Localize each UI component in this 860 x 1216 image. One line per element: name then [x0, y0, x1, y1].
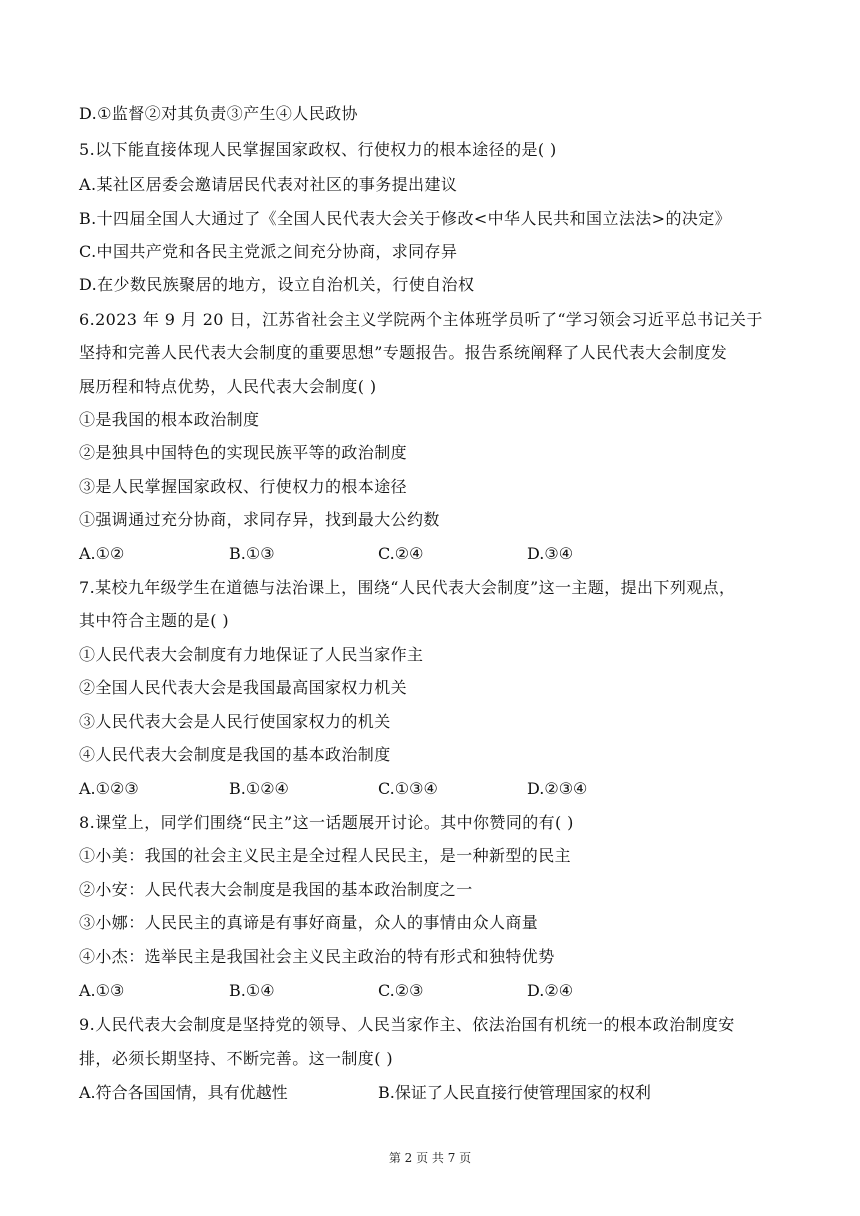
q4-option-d: D.①监督②对其负责③产生④人民政协 — [79, 104, 358, 123]
q5-option-c: C.中国共产党和各民主党派之间充分协商，求同存异 — [79, 242, 458, 261]
q6-option-b: B.①③ — [229, 544, 275, 563]
q8-option-b: B.①④ — [229, 981, 275, 1000]
q8-option-c: C.②③ — [378, 981, 424, 1000]
q5-option-a: A.某社区居委会邀请居民代表对社区的事务提出建议 — [79, 175, 458, 194]
q5-option-d: D.在少数民族聚居的地方，设立自治机关，行使自治权 — [79, 275, 475, 294]
q6-statement-2: ②是独具中国特色的实现民族平等的政治制度 — [79, 443, 408, 462]
q6-option-d: D.③④ — [527, 544, 574, 563]
q5-stem: 5.以下能直接体现人民掌握国家政权、行使权力的根本途径的是( ) — [79, 140, 557, 159]
q6-stem-line-1: 6.2023 年 9 月 20 日，江苏省社会主义学院两个主体班学员听了“学习领会习近平总书记关于 — [79, 310, 763, 329]
q6-statement-1: ①是我国的根本政治制度 — [79, 410, 260, 429]
q7-option-a: A.①②③ — [79, 779, 139, 798]
q7-statement-3: ③人民代表大会是人民行使国家权力的机关 — [79, 712, 391, 731]
q6-options — [79, 543, 779, 565]
q8-options — [79, 980, 779, 1002]
q9-stem-line-1: 9.人民代表大会制度是坚持党的领导、人民当家作主、依法治国有机统一的根本政治制度安 — [79, 1015, 735, 1034]
q9-options — [79, 1082, 779, 1104]
q8-statement-4: ④小杰：选举民主是我国社会主义民主政治的特有形式和独特优势 — [79, 947, 555, 966]
q6-stem-line-2: 坚持和完善人民代表大会制度的重要思想”专题报告。报告系统阐释了人民代表大会制度发 — [79, 343, 728, 362]
q6-option-a: A.①② — [79, 544, 125, 563]
q6-statement-4: ①强调通过充分协商，求同存异，找到最大公约数 — [79, 510, 440, 529]
q7-stem-line-2: 其中符合主题的是( ) — [79, 611, 229, 630]
q8-statement-3: ③小娜：人民民主的真谛是有事好商量，众人的事情由众人商量 — [79, 913, 539, 932]
q8-option-d: D.②④ — [527, 981, 574, 1000]
q7-statement-1: ①人民代表大会制度有力地保证了人民当家作主 — [79, 645, 424, 664]
q5-option-b: B.十四届全国人大通过了《全国人民代表大会关于修改<中华人民共和国立法法>的决定》 — [79, 209, 732, 228]
q7-option-c: C.①③④ — [378, 779, 438, 798]
q6-statement-3: ③是人民掌握国家政权、行使权力的根本途径 — [79, 477, 408, 496]
q6-option-c: C.②④ — [378, 544, 424, 563]
q8-stem: 8.课堂上，同学们围绕“民主”这一话题展开讨论。其中你赞同的有( ) — [79, 813, 574, 832]
q7-option-d: D.②③④ — [527, 779, 588, 798]
q6-stem-line-3: 展历程和特点优势，人民代表大会制度( ) — [79, 377, 377, 396]
q9-option-b: B.保证了人民直接行使管理国家的权利 — [378, 1083, 651, 1102]
q8-statement-1: ①小美：我国的社会主义民主是全过程人民民主，是一种新型的民主 — [79, 846, 572, 865]
q8-option-a: A.①③ — [79, 981, 125, 1000]
q7-statement-4: ④人民代表大会制度是我国的基本政治制度 — [79, 745, 391, 764]
q7-option-b: B.①②④ — [229, 779, 289, 798]
q7-statement-2: ②全国人民代表大会是我国最高国家权力机关 — [79, 678, 408, 697]
q7-options — [79, 778, 779, 800]
page-number-footer: 第 2 页 共 7 页 — [388, 1151, 472, 1165]
q9-option-a: A.符合各国国情，具有优越性 — [79, 1083, 288, 1102]
q7-stem-line-1: 7.某校九年级学生在道德与法治课上，围绕“人民代表大会制度”这一主题，提出下列观点， — [79, 578, 736, 597]
q9-stem-line-2: 排，必须长期坚持、不断完善。这一制度( ) — [79, 1049, 393, 1068]
q8-statement-2: ②小安：人民代表大会制度是我国的基本政治制度之一 — [79, 880, 473, 899]
